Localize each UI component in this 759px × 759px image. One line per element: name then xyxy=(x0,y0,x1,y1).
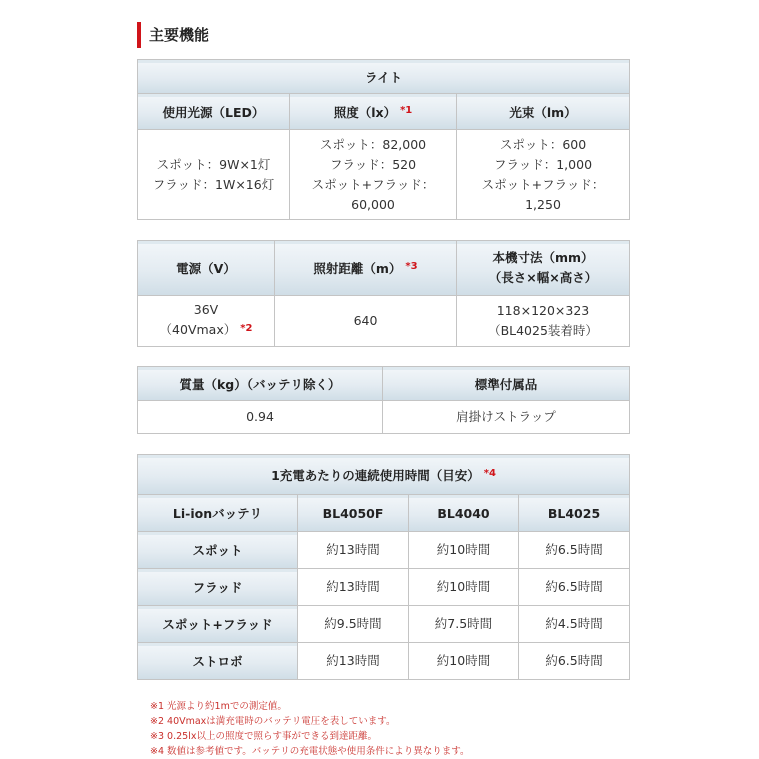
table-row xyxy=(138,643,630,680)
table-cell: 約7.5時間 xyxy=(409,606,519,643)
dimensions-value: 118×120×323 （BL4025装着時） xyxy=(457,296,630,347)
header-accessories: 標準付属品 xyxy=(383,367,630,401)
column-bl4025: BL4025 xyxy=(519,495,630,532)
header-mass: 質量（kg）（バッテリ除く） xyxy=(138,367,383,401)
row-label-spot: スポット xyxy=(138,532,298,569)
table-row xyxy=(138,606,630,643)
note-marker: *4 xyxy=(483,467,496,479)
table-cell: 約13時間 xyxy=(298,569,409,606)
section-title: 主要機能 xyxy=(137,22,209,48)
table-cell: 約10時間 xyxy=(409,643,519,680)
table-cell: 約6.5時間 xyxy=(519,532,630,569)
mass-spec-table xyxy=(137,366,630,434)
luminous-flux-value: スポット：600 フラッド：1,000 スポット+フラッド： 1,250 xyxy=(457,130,630,220)
header-dimensions: 本機寸法（mm） （長さ×幅×高さ） xyxy=(457,241,630,296)
footnote: ※3 0.25lx以上の照度で照らす事ができる到達距離。 xyxy=(150,731,377,742)
table-cell: 約9.5時間 xyxy=(298,606,409,643)
light-table-title: ライト xyxy=(138,60,630,94)
row-label-spot-flood: スポット+フラッド xyxy=(138,606,298,643)
header-light-source: 使用光源（LED） xyxy=(138,94,290,130)
accessories-value: 肩掛けストラップ xyxy=(383,401,630,434)
mass-value: 0.94 xyxy=(138,401,383,434)
power-spec-table xyxy=(137,240,630,347)
row-label-strobe: ストロボ xyxy=(138,643,298,680)
footnotes xyxy=(150,699,470,759)
voltage-value: 36V （40Vmax） $^{*2}$ xyxy=(138,296,275,347)
table-row xyxy=(138,532,630,569)
note-marker: *3 xyxy=(405,261,418,272)
table-cell: 約10時間 xyxy=(409,532,519,569)
light-spec-table xyxy=(137,59,630,220)
table-cell: 約10時間 xyxy=(409,569,519,606)
header-illuminance: 照度（lx） $^{*1}$ xyxy=(290,94,457,130)
table-cell: 約4.5時間 xyxy=(519,606,630,643)
header-luminous-flux: 光束（lm） xyxy=(457,94,630,130)
runtime-table-title: 1充電あたりの連続使用時間（目安） $^{*4}$ xyxy=(138,455,630,495)
header-voltage: 電源（V） xyxy=(138,241,275,296)
column-battery-label: Li-ionバッテリ xyxy=(138,495,298,532)
header-distance: 照射距離（m） $^{*3}$ xyxy=(275,241,457,296)
footnote: ※2 40Vmaxは満充電時のバッテリ電圧を表しています。 xyxy=(150,716,396,727)
table-cell: 約6.5時間 xyxy=(519,569,630,606)
table-cell: 約13時間 xyxy=(298,643,409,680)
table-cell: 約13時間 xyxy=(298,532,409,569)
distance-value: 640 xyxy=(275,296,457,347)
column-bl4050f: BL4050F xyxy=(298,495,409,532)
note-marker: *2 xyxy=(240,323,253,334)
runtime-table xyxy=(137,454,630,680)
column-bl4040: BL4040 xyxy=(409,495,519,532)
note-marker: *1 xyxy=(400,104,413,116)
table-cell: 約6.5時間 xyxy=(519,643,630,680)
table-row xyxy=(138,569,630,606)
row-label-flood: フラッド xyxy=(138,569,298,606)
light-source-value: スポット：9W×1灯 フラッド：1W×16灯 xyxy=(138,130,290,220)
footnote: ※4 数値は参考値です。バッテリの充電状態や使用条件により異なります。 xyxy=(150,746,470,757)
footnote: ※1 光源より約1mでの測定値。 xyxy=(150,701,287,712)
illuminance-value: スポット：82,000 フラッド：520 スポット+フラッド： 60,000 xyxy=(290,130,457,220)
